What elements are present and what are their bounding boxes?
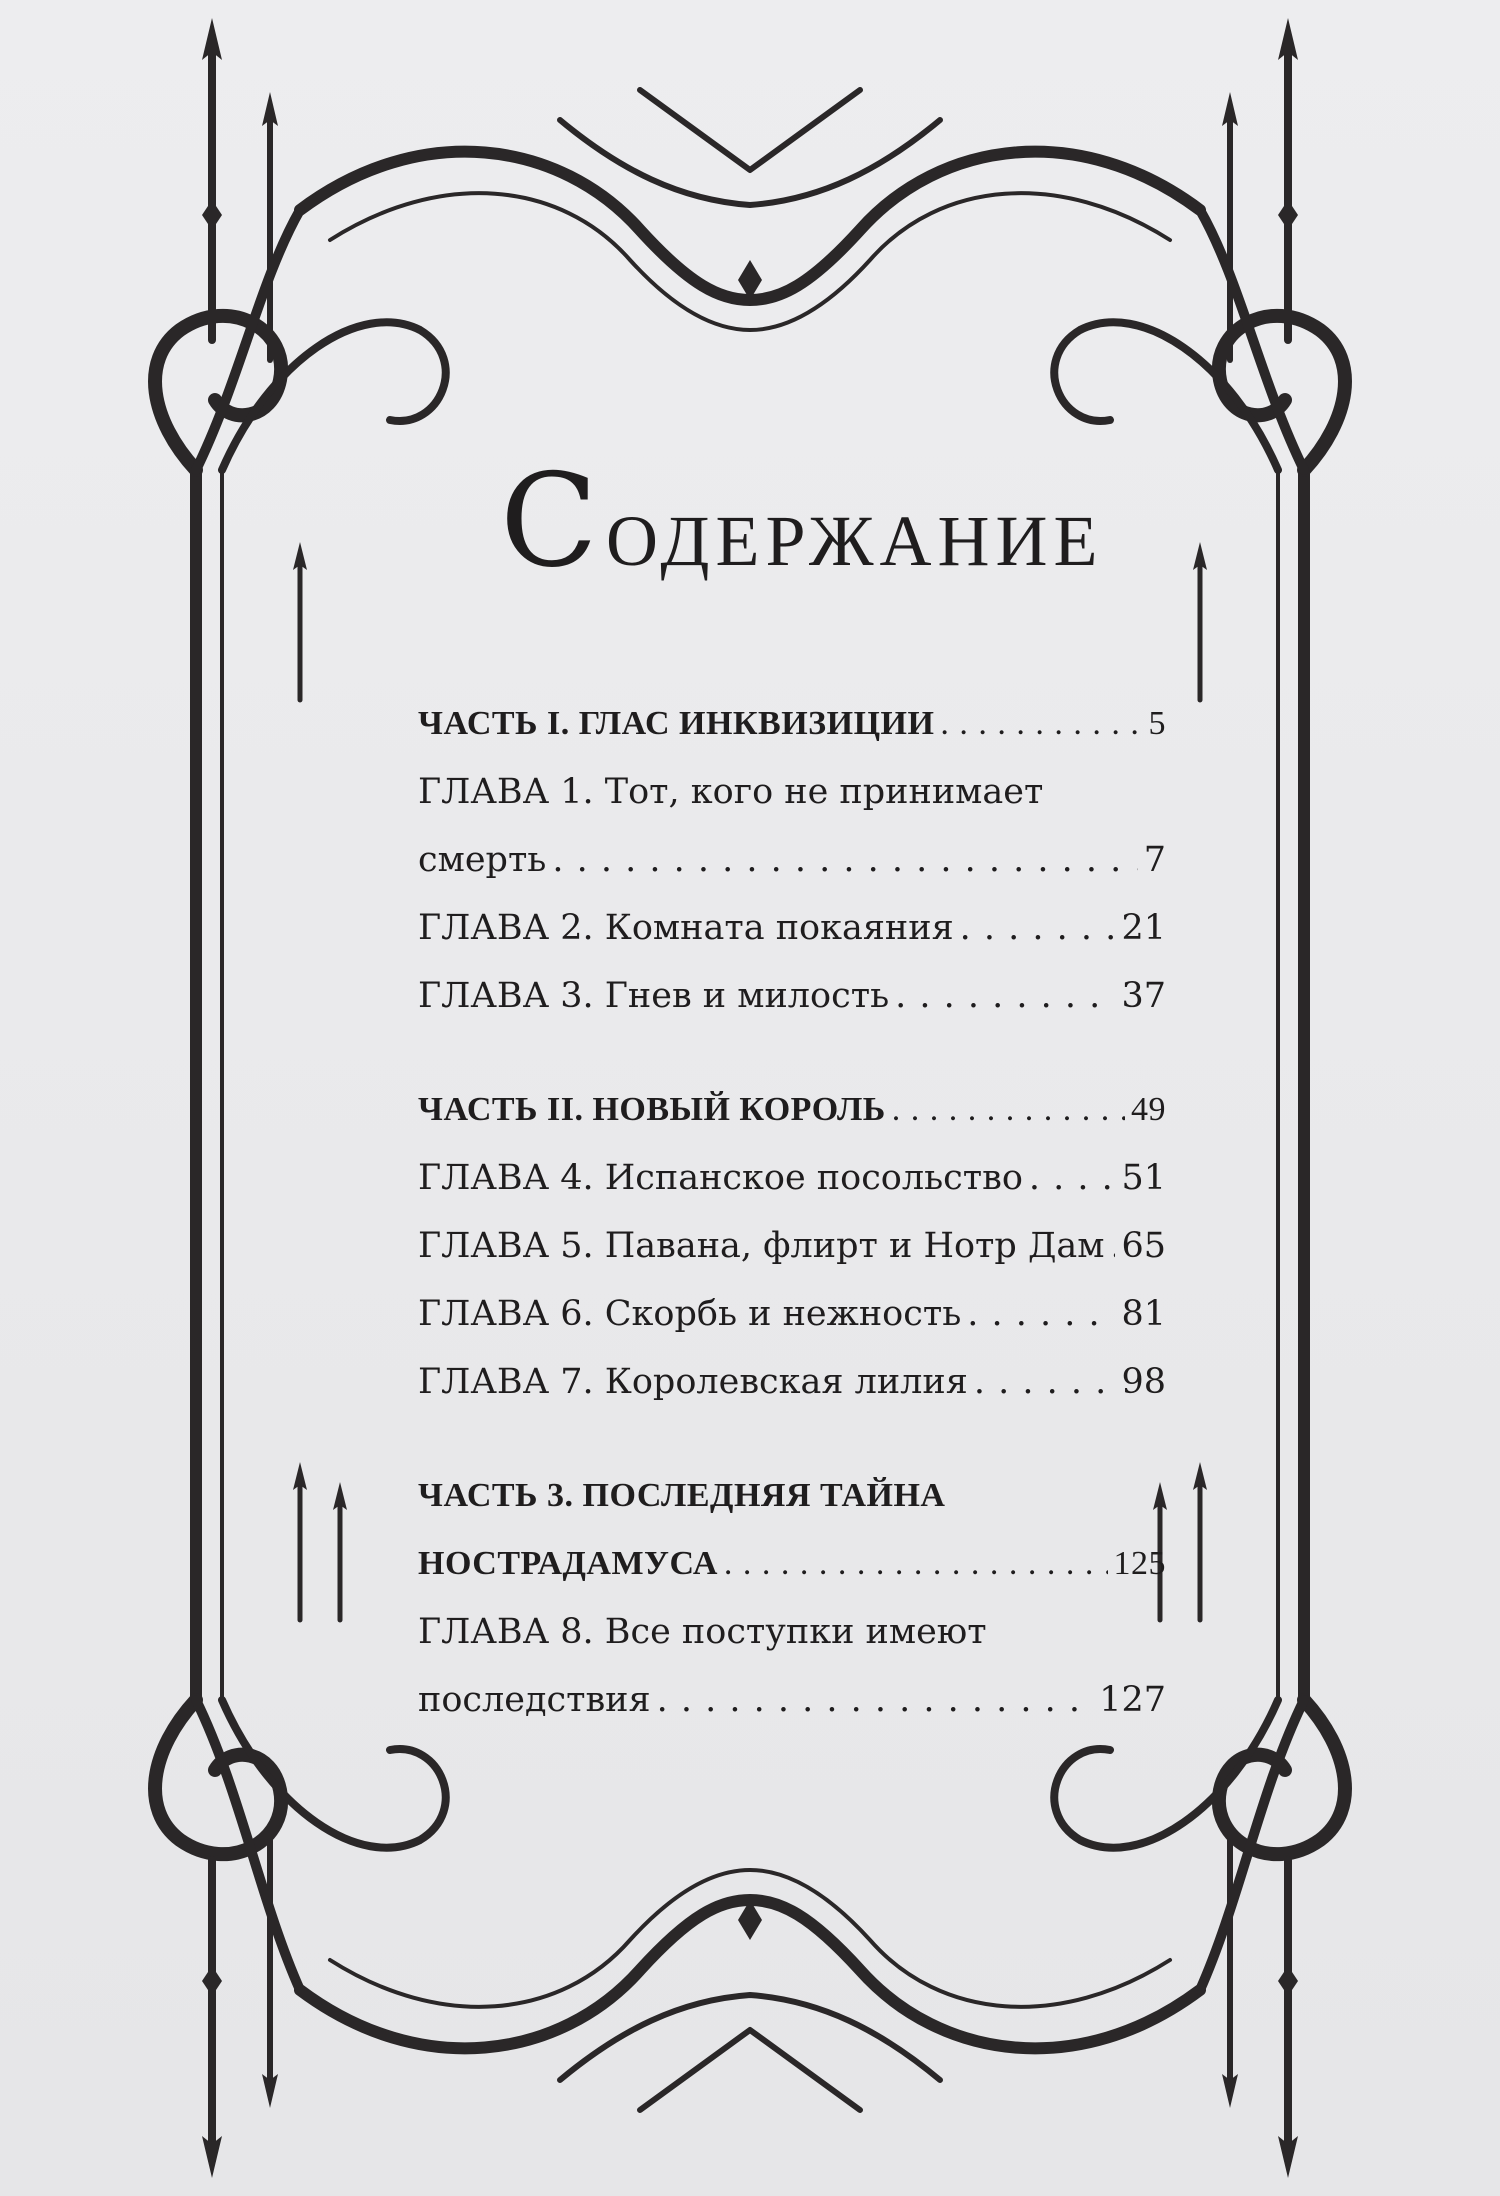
- toc-part-3-line1: ЧАСТЬ 3. ПОСЛЕДНЯЯ ТАЙНА: [418, 1477, 946, 1514]
- leader-dots: [895, 962, 1115, 1030]
- toc-page-number: 5: [1148, 705, 1166, 742]
- toc-chapter-4: [418, 1144, 1166, 1212]
- toc-entry-label: ГЛАВА 7. Королевская лилия: [418, 1362, 968, 1402]
- toc-chapter-3: [418, 962, 1166, 1030]
- toc-entry-label: ЧАСТЬ I. ГЛАС ИНКВИЗИЦИИ: [418, 705, 935, 742]
- toc-page-number: 7: [1143, 840, 1166, 880]
- toc-page-number: 125: [1113, 1545, 1166, 1582]
- toc-page-number: 21: [1121, 908, 1166, 948]
- toc-entry-label: ГЛАВА 5. Павана, флирт и Нотр Дам: [418, 1226, 1105, 1266]
- leader-dots: [657, 1666, 1094, 1734]
- toc-part-1: [418, 690, 1166, 758]
- toc-entry-label: ГЛАВА 4. Испанское посольство: [418, 1158, 1023, 1198]
- leader-dots: [967, 1280, 1115, 1348]
- leader-dots: [552, 826, 1137, 894]
- section-gap: [418, 1416, 1166, 1462]
- toc-chapter-2: [418, 894, 1166, 962]
- toc-chapter-1: [418, 826, 1166, 894]
- leader-dots: [1029, 1144, 1116, 1212]
- toc-page-number: 51: [1121, 1158, 1166, 1198]
- toc-chapter-8: [418, 1666, 1166, 1734]
- page-title: [500, 447, 1120, 596]
- leader-dots: [974, 1348, 1116, 1416]
- toc-entry-label: ГЛАВА 6. Скорбь и нежность: [418, 1294, 962, 1334]
- toc-entry-label: последствия: [418, 1680, 651, 1720]
- toc-entry-label: ГЛАВА 3. Гнев и милость: [418, 976, 890, 1016]
- toc-entry-label: ЧАСТЬ II. НОВЫЙ КОРОЛЬ: [418, 1091, 886, 1128]
- toc-part-2: [418, 1076, 1166, 1144]
- toc-page-number: 65: [1121, 1226, 1166, 1266]
- leader-dots: [960, 894, 1116, 962]
- toc-chapter-5: [418, 1212, 1166, 1280]
- toc-page-number: 81: [1121, 1294, 1166, 1334]
- toc-chapter-8-line1: ГЛАВА 8. Все поступки имеют: [418, 1612, 987, 1652]
- section-gap: [418, 1030, 1166, 1076]
- toc-entry-label: ГЛАВА 2. Комната покаяния: [418, 908, 954, 948]
- toc-page-number: 98: [1121, 1362, 1166, 1402]
- toc-page-number: 127: [1099, 1680, 1166, 1720]
- toc-entry-label: НОСТРАДАМУСА: [418, 1545, 718, 1582]
- title-rest: ОДЕРЖАНИЕ: [605, 501, 1104, 581]
- leader-dots: [724, 1530, 1108, 1598]
- toc-chapter-7: [418, 1348, 1166, 1416]
- leader-dots: [892, 1076, 1125, 1144]
- leader-dots: [940, 690, 1142, 758]
- title-initial: С: [500, 447, 604, 596]
- toc-part-3: [418, 1530, 1166, 1598]
- toc-entry-label: смерть: [418, 840, 547, 880]
- toc-chapter-1-line1: ГЛАВА 1. Тот, кого не принимает: [418, 772, 1044, 812]
- toc-chapter-6: [418, 1280, 1166, 1348]
- toc-page-number: 49: [1131, 1091, 1166, 1128]
- toc-page-number: 37: [1121, 976, 1166, 1016]
- leader-dots: [1111, 1212, 1116, 1280]
- table-of-contents: [418, 690, 1166, 1734]
